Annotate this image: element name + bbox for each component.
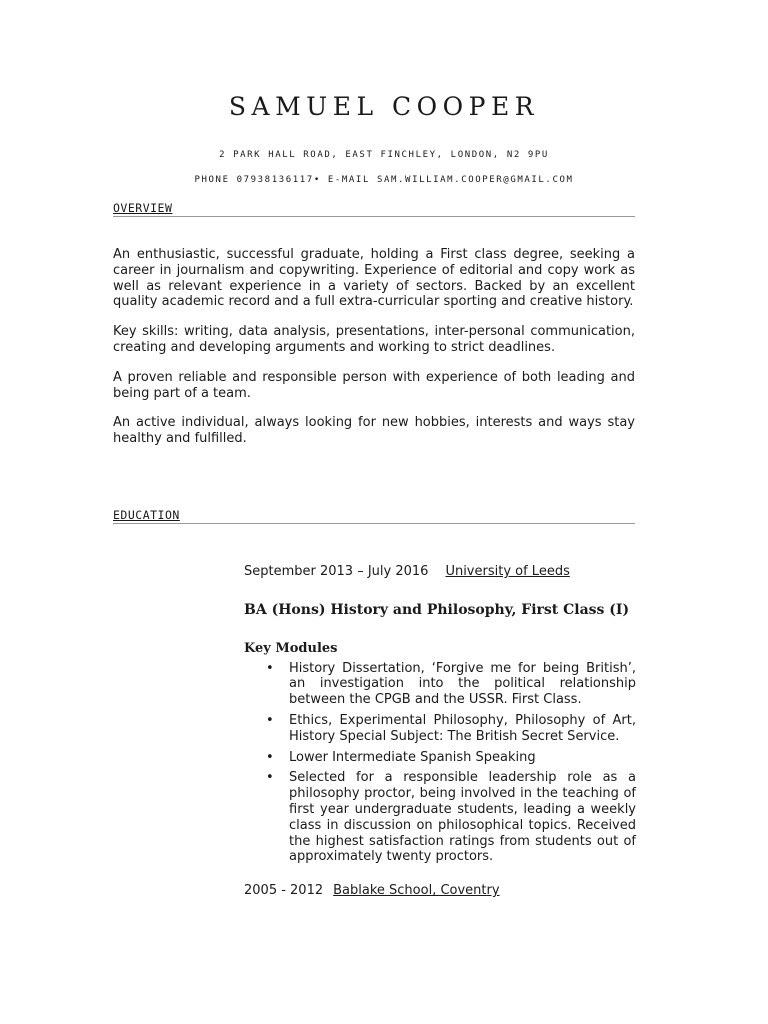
bullet-icon: • xyxy=(266,770,274,786)
overview-paragraph: An active individual, always looking for new hobbies, interests and ways stay healthy and fulfilled. xyxy=(113,415,635,447)
overview-section xyxy=(113,247,635,461)
list-item xyxy=(244,750,636,766)
list-item xyxy=(244,713,636,745)
education-entry-header xyxy=(244,883,636,899)
education-dates: 2005 - 2012 xyxy=(244,883,324,899)
overview-paragraph: Key skills: writing, data analysis, presentations, inter-personal communication, creating and developing arguments and working to strict deadlines. xyxy=(113,324,635,355)
overview-paragraph: An enthusiastic, successful graduate, holding a First class degree, seeking a career in journalism and copywriting. Experience of editorial and copy work as well as relevant experience in a variety of sectors. Backed by an excellent quality academic record and a full extra-curricular sporting and creative history. xyxy=(113,247,635,310)
module-text: Lower Intermediate Spanish Speaking xyxy=(289,749,536,765)
bullet-icon: • xyxy=(266,712,274,728)
modules-heading: Key Modules xyxy=(244,640,338,656)
overview-paragraph: A proven reliable and responsible person with experience of both leading and being part of a team. xyxy=(113,369,635,401)
list-item xyxy=(244,770,636,865)
education-school: University of Leeds xyxy=(445,564,570,579)
list-item xyxy=(244,661,636,708)
overview-heading: OVERVIEW xyxy=(113,201,635,217)
module-text: Selected for a responsible leadership role as a philosophy proctor, being involved in the teaching of first year undergraduate students, leading a weekly class in discussion on philosophical topics. Received the highest satisfaction ratings from students out of approximately twenty proctors. xyxy=(289,770,636,865)
education-heading: EDUCATION xyxy=(113,508,635,524)
module-text: Ethics, Experimental Philosophy, Philosophy of Art, History Special Subject: The British Secret Service. xyxy=(289,712,636,744)
education-entry-header xyxy=(244,564,636,580)
module-text: History Dissertation, ‘Forgive me for being British’, an investigation into the political relationship between the CPGB and the USSR. First Class. xyxy=(289,660,636,708)
address-line: 2 PARK HALL ROAD, EAST FINCHLEY, LONDON, N2 9PU xyxy=(219,150,549,160)
education-dates: September 2013 – July 2016 xyxy=(244,564,429,579)
education-school: Bablake School, Coventry xyxy=(333,883,500,899)
modules-list xyxy=(244,661,636,866)
bullet-icon: • xyxy=(266,749,274,765)
contact-line: PHONE 07938136117• E-MAIL SAM.WILLIAM.COOPER@GMAIL.COM xyxy=(194,175,574,185)
education-section xyxy=(244,564,636,899)
degree-title: BA (Hons) History and Philosophy, First Class (I) xyxy=(244,601,630,618)
candidate-name: SAMUEL COOPER xyxy=(228,92,540,121)
bullet-icon: • xyxy=(266,660,274,676)
